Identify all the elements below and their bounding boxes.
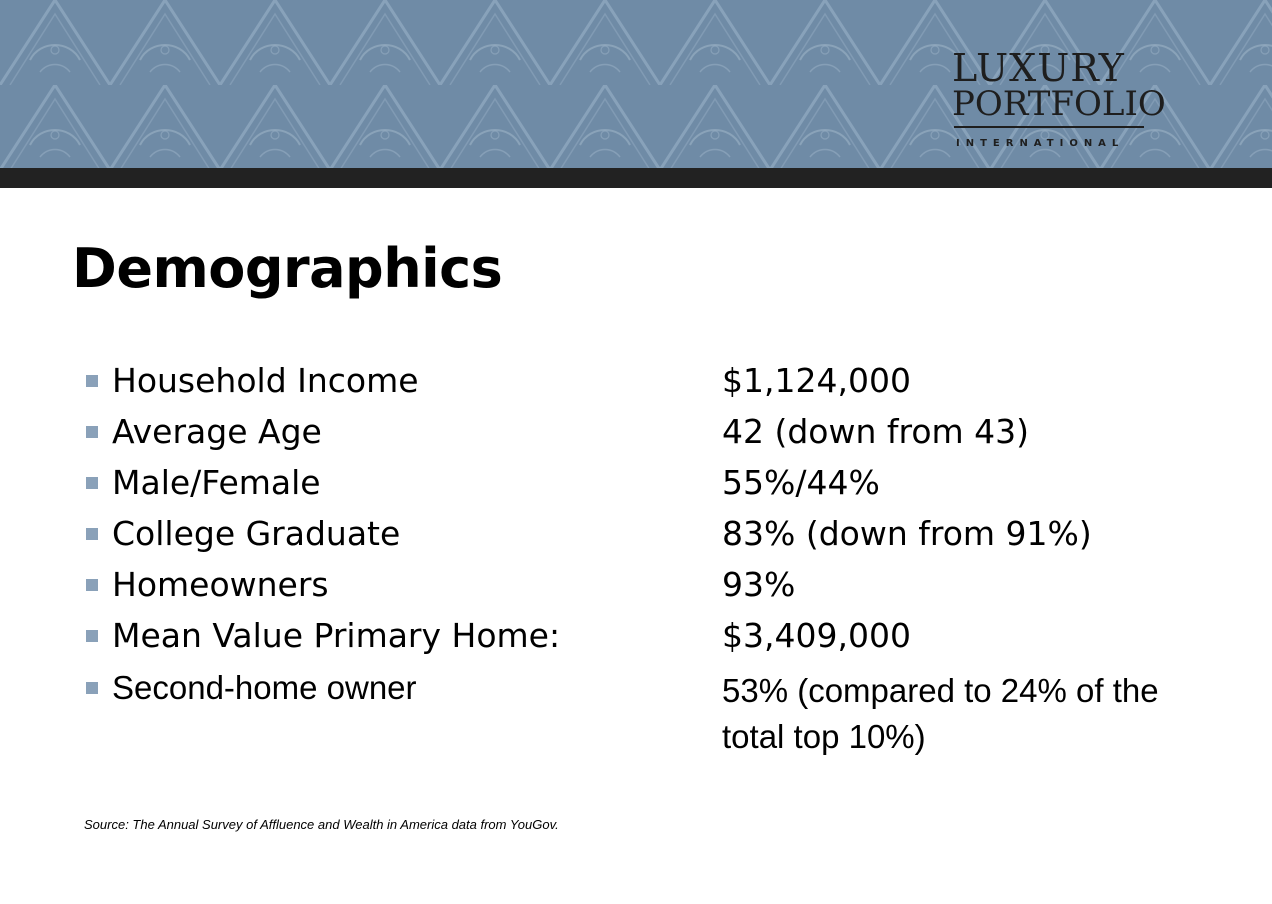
stat-value: 93%: [722, 565, 796, 604]
bullet-icon: [86, 477, 98, 489]
stat-label: Household Income: [112, 361, 419, 400]
logo-line-international: INTERNATIONAL: [956, 138, 1125, 149]
bullet-icon: [86, 630, 98, 642]
stat-value: 83% (down from 91%): [722, 514, 1092, 553]
bullet-icon: [86, 579, 98, 591]
logo-line-portfolio: PORTFOLIO: [952, 84, 1166, 124]
bullet-icon: [86, 426, 98, 438]
bullet-icon: [86, 682, 98, 694]
bullet-icon: [86, 375, 98, 387]
stat-value: 55%/44%: [722, 463, 880, 502]
bullet-icon: [86, 528, 98, 540]
stat-value: $3,409,000: [722, 616, 911, 655]
stat-label: Male/Female: [112, 463, 321, 502]
page-title: Demographics: [72, 237, 503, 300]
stat-label: Second-home owner: [112, 669, 417, 706]
stat-label: College Graduate: [112, 514, 401, 553]
stat-value: $1,124,000: [722, 361, 911, 400]
stat-label: Mean Value Primary Home:: [112, 616, 561, 655]
logo-line-luxury: LUXURY: [952, 46, 1125, 90]
stat-value: 53% (compared to 24% of the total top 10%): [722, 672, 1159, 755]
source-note: Source: The Annual Survey of Affluence and Wealth in America data from YouGov.: [84, 817, 559, 832]
stat-value: 42 (down from 43): [722, 412, 1030, 451]
stat-label: Average Age: [112, 412, 322, 451]
stat-label: Homeowners: [112, 565, 329, 604]
